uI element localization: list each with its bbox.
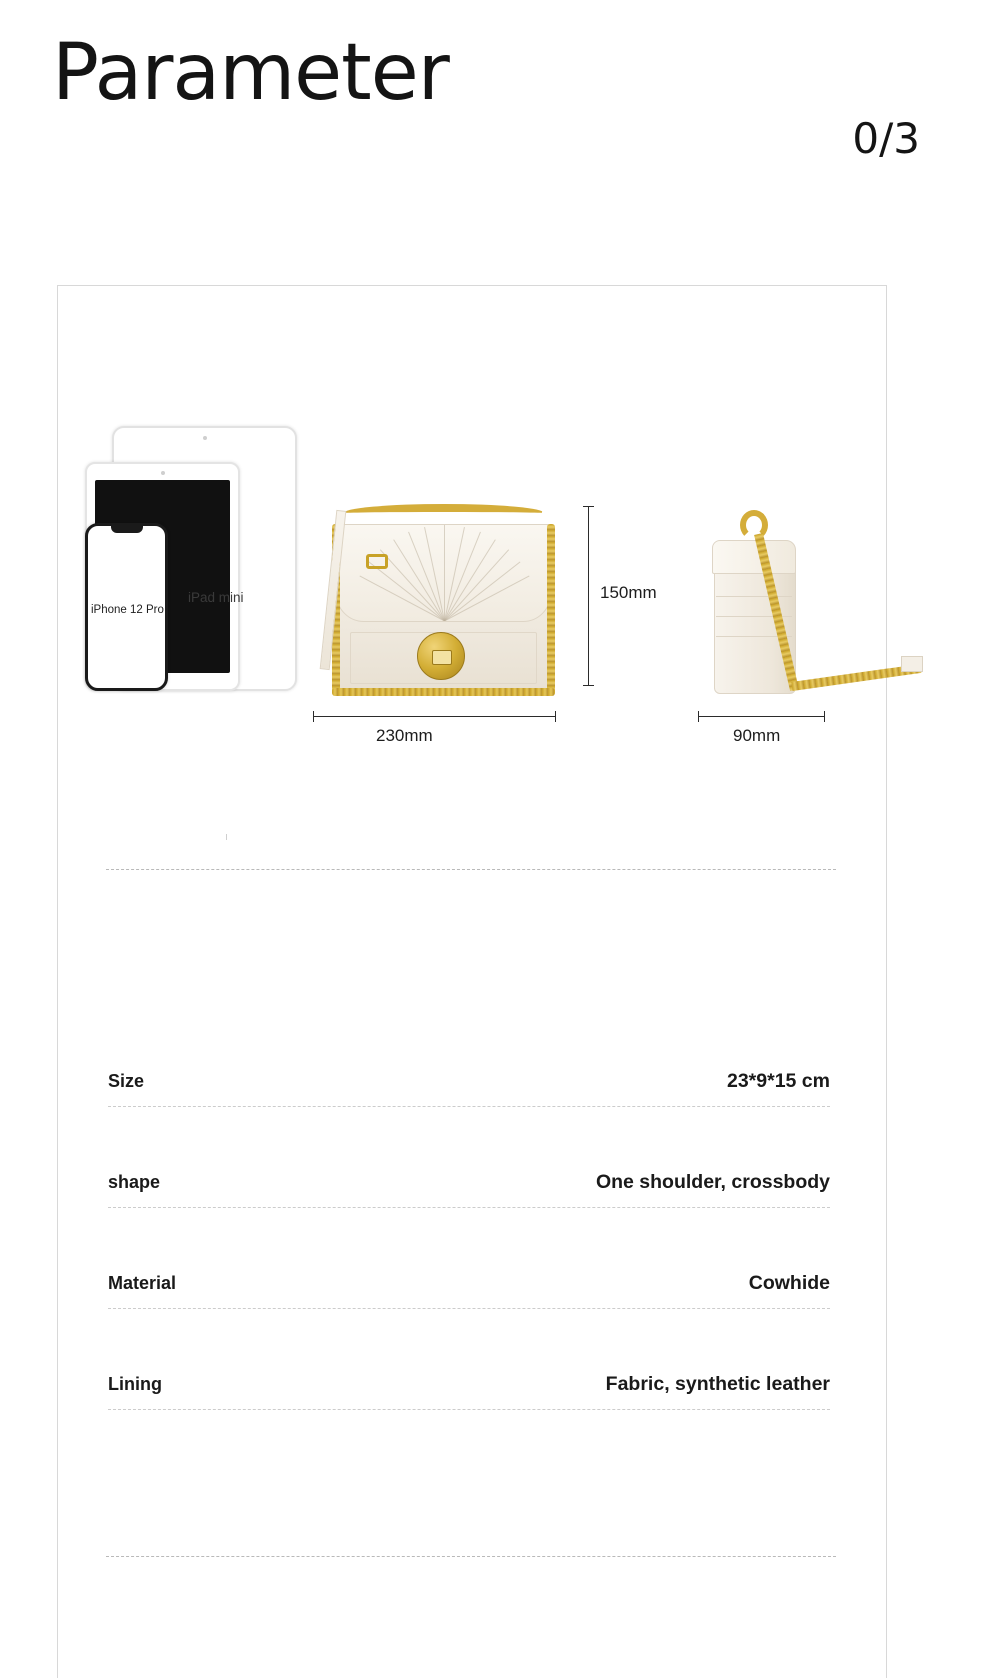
bag-front-flap bbox=[336, 524, 551, 622]
page-counter: 0/3 bbox=[852, 114, 920, 163]
bag-side-flap bbox=[712, 540, 796, 574]
table-row bbox=[108, 1006, 830, 1107]
ipad-mini-camera-dot bbox=[161, 471, 165, 475]
bag-strap-buckle bbox=[366, 554, 388, 569]
depth-dimension-line bbox=[698, 716, 825, 717]
page-title: Parameter bbox=[52, 28, 449, 118]
divider-bottom bbox=[106, 1556, 836, 1557]
spec-value: One shoulder, crossbody bbox=[595, 1171, 830, 1193]
spec-key: Lining bbox=[108, 1374, 162, 1394]
spec-key: Size bbox=[108, 1071, 145, 1091]
iphone-notch bbox=[111, 526, 143, 533]
spec-value: Fabric, synthetic leather bbox=[605, 1373, 830, 1395]
spec-value: Cowhide bbox=[748, 1272, 830, 1294]
parameter-card bbox=[57, 285, 887, 1678]
table-row bbox=[108, 1309, 830, 1410]
spec-table bbox=[108, 1006, 830, 1410]
height-dimension-line bbox=[588, 506, 589, 686]
bag-chain-bottom bbox=[332, 688, 555, 696]
table-row bbox=[108, 1208, 830, 1309]
ipad-camera-dot bbox=[203, 436, 207, 440]
bag-clasp-icon bbox=[417, 632, 465, 680]
spec-key: shape bbox=[108, 1172, 161, 1192]
bag-front-illustration bbox=[306, 504, 576, 709]
height-dimension-label: 150mm bbox=[600, 583, 657, 602]
width-dimension-line bbox=[313, 716, 556, 717]
bag-top-chain bbox=[344, 504, 544, 513]
bag-side-illustration bbox=[696, 504, 871, 709]
table-row bbox=[108, 1107, 830, 1208]
spec-value: 23*9*15 cm bbox=[726, 1070, 830, 1092]
spec-key: Material bbox=[108, 1273, 177, 1293]
device-comparison-group bbox=[85, 426, 300, 701]
tick-mark bbox=[226, 834, 227, 840]
ipad-label: iPad mini bbox=[188, 590, 244, 605]
depth-dimension-label: 90mm bbox=[733, 726, 781, 745]
width-dimension-label: 230mm bbox=[376, 726, 433, 745]
bag-side-tab bbox=[901, 656, 923, 672]
iphone-label: iPhone 12 Pro bbox=[91, 604, 164, 616]
divider-top bbox=[106, 869, 836, 870]
bag-chain-right bbox=[547, 524, 555, 694]
